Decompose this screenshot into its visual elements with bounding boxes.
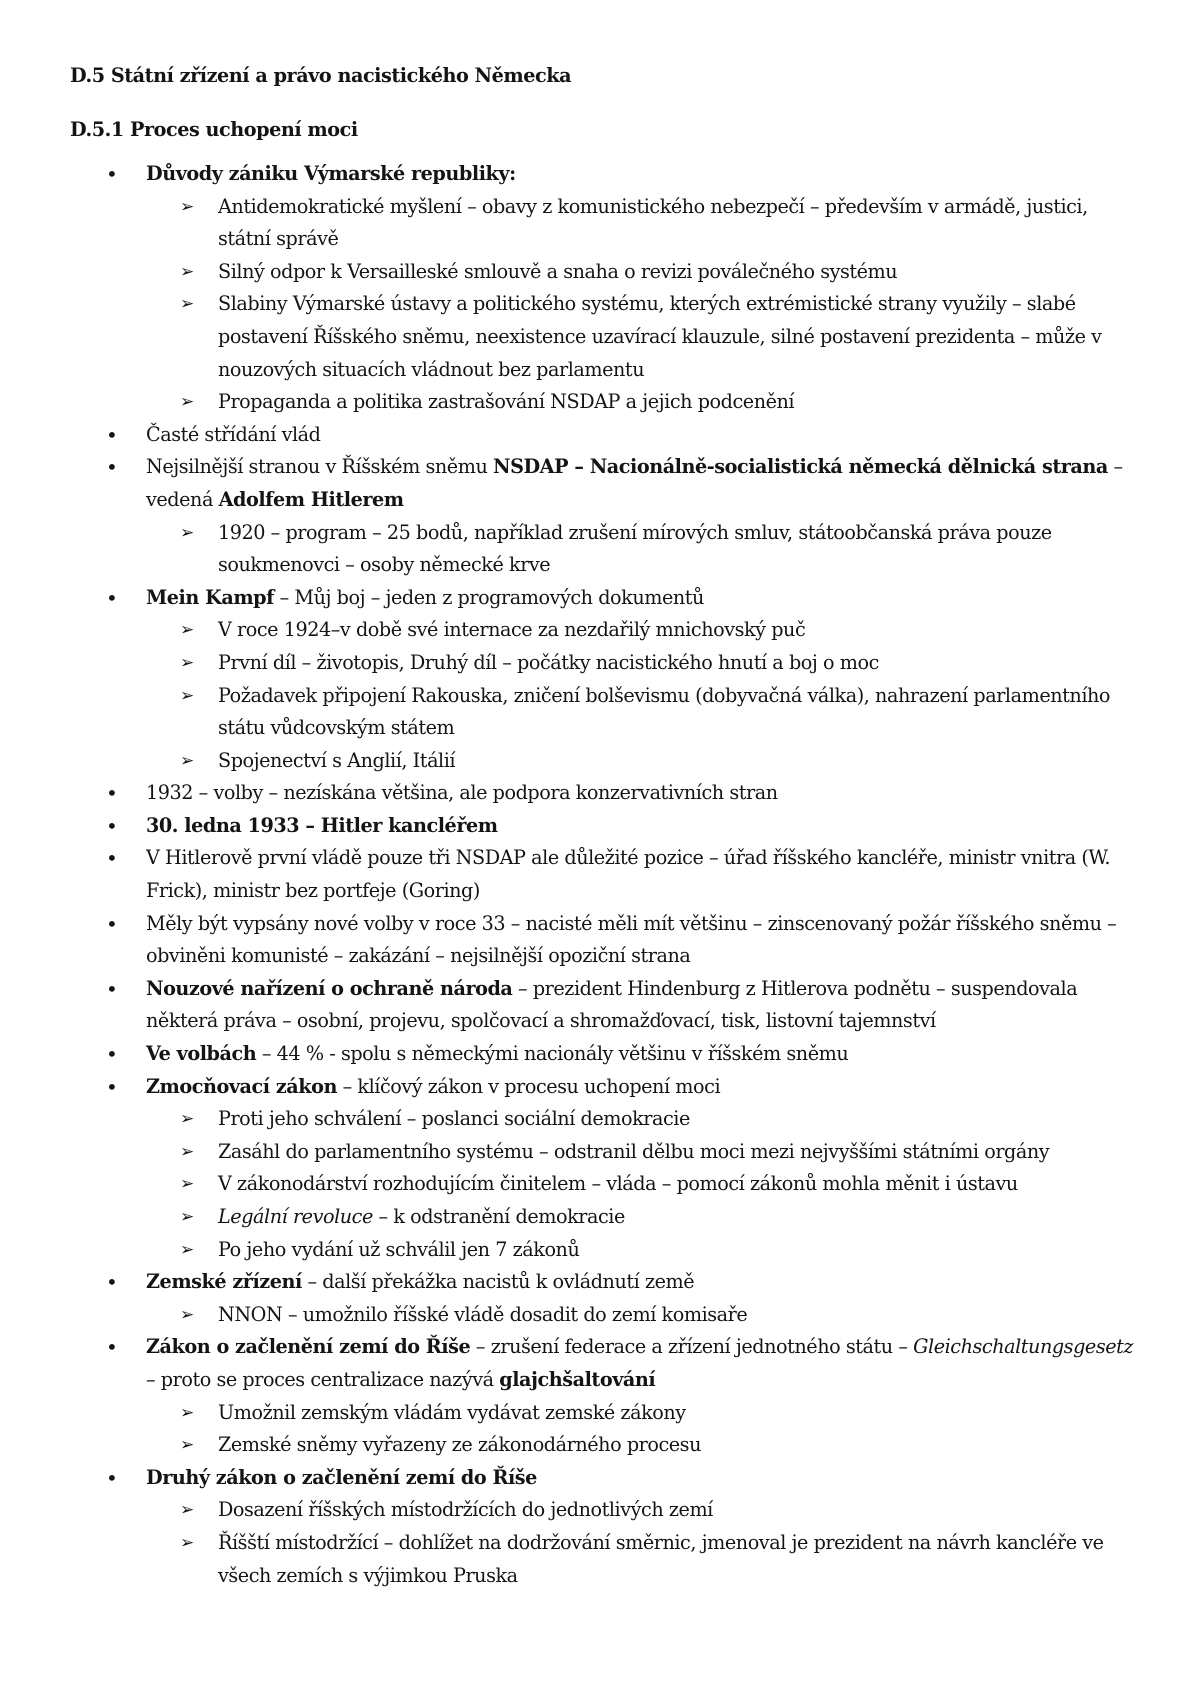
list-item-bold: Ve volbách [146,1042,257,1066]
list-item-text: – proto se proces centralizace nazývá [146,1367,500,1391]
sub-list-item: ➢ Říšští místodržící – dohlížet na dodržování směrnic, jmenoval je prezident na návrh kancléře ve všech zemích s výjimkou Pruska [70,1527,1140,1592]
list-item [70,1038,1140,1071]
sub-list [146,614,1140,777]
sub-list-item: ➢ Po jeho vydání už schválil jen 7 zákonů [70,1234,1140,1267]
list-item: • 1932 – volby – nezískána většina, ale podpora konzervativních stran [70,777,1140,810]
sub-list [146,517,1140,582]
list-item-bold: Druhý zákon o začlenění zemí do Říše [146,1465,537,1489]
sub-list-item: ➢ Požadavek připojení Rakouska, zničení bolševismu (dobyvačná válka), nahrazení parlamentního státu vůdcovským státem [70,680,1140,745]
list-item [70,810,1140,843]
sub-list-item: ➢ Silný odpor k Versailleské smlouvě a snaha o revizi poválečného systému [70,256,1140,289]
list-item-bold: NSDAP – Nacionálně-socialistická německá dělnická strana [493,455,1108,479]
sub-list-item [70,1201,1140,1234]
list-item-bold: Nouzové nařízení o ochraně národa [146,976,513,1000]
list-item [70,1071,1140,1267]
sub-list [146,1299,1140,1332]
list-item-bold: Mein Kampf [146,585,274,609]
list-item-text: – 44 % - spolu s německými nacionály většinu v říšském sněmu [256,1042,849,1066]
list-item-bold: Zmocňovací zákon [146,1074,337,1098]
list-item-text: Nejsilnější stranou v Říšském sněmu [146,455,493,479]
sub-list-item: ➢ Slabiny Výmarské ústavy a politického systému, kterých extrémistické strany využily – slabé postavení Říšského sněmu, neexistence uzavírací klauzule, silné postavení prezidenta – může v nouzových situacích vládnout bez parlamentu [70,288,1140,386]
list-item [70,973,1140,1038]
sub-list-item: ➢ V zákonodárství rozhodujícím činitelem – vláda – pomocí zákonů mohla měnit i ústavu [70,1168,1140,1201]
sub-list-item: ➢ Dosazení říšských místodržících do jednotlivých zemí [70,1494,1140,1527]
sub-list-item: ➢ Spojenectví s Anglií, Itálií [70,745,1140,778]
sub-list-item: ➢ V roce 1924–v době své internace za nezdařilý mnichovský puč [70,614,1140,647]
list-item [70,451,1140,581]
list-item: • V Hitlerově první vládě pouze tři NSDAP ale důležité pozice – úřad říšského kancléře, ministr vnitra (W. Frick), ministr bez portfeje (Goring) [70,842,1140,907]
list-item [70,1331,1140,1461]
list-item-bold: Zákon o začlenění zemí do Říše [146,1335,471,1359]
list-item-text: – vedená [146,455,1123,511]
list-item-text: – prezident Hindenburg z Hitlerova podnětu – suspendovala některá práva – osobní, projevu, spolčovací a shromažďovací, tisk, listovní tajemnství [146,976,1078,1033]
sub-list-item: ➢ Proti jeho schválení – poslanci sociální demokracie [70,1103,1140,1136]
section-title: D.5.1 Proces uchopení moci [70,118,358,141]
page-title: D.5 Státní zřízení a právo nacistického Německa [70,64,572,87]
sub-list-item: ➢ První díl – životopis, Druhý díl – počátky nacistického hnutí a boj o moc [70,647,1140,680]
sub-list-item: ➢ Propaganda a politika zastrašování NSDAP a jejich podcenění [70,386,1140,419]
list-item-text: – další překážka nacistů k ovládnutí země [301,1270,695,1294]
list-item-bold: Zemské zřízení [146,1270,302,1294]
list-item [70,582,1140,778]
list-item: • Měly být vypsány nové volby v roce 33 – nacisté měli mít většinu – zinscenovaný požár říšského sněmu – obviněni komunisté – zakázání – nejsilnější opoziční strana [70,908,1140,973]
list-item-text: – k odstranění demokracie [372,1205,625,1228]
list-item [70,158,1140,419]
list-item-bold: Adolfem Hitlerem [218,487,404,511]
list-item-bold: 30. ledna 1933 – Hitler kancléřem [146,813,498,837]
sub-list-item: ➢ Zasáhl do parlamentního systému – odstranil dělbu moci mezi nejvyššími státními orgány [70,1136,1140,1169]
sub-list-item: ➢ Antidemokratické myšlení – obavy z komunistického nebezpečí – především v armádě, justici, státní správě [70,191,1140,256]
sub-list [146,191,1140,419]
list-item-bold: glajchšaltování [499,1367,656,1391]
sub-list [146,1103,1140,1266]
list-item [70,1266,1140,1331]
list-item: • Časté střídání vlád [70,419,1140,452]
sub-list-item: ➢ Zemské sněmy vyřazeny ze zákonodárného procesu [70,1429,1140,1462]
list-item-text: – Můj boj – jeden z programových dokumentů [273,585,704,609]
sub-list [146,1397,1140,1462]
list-item-text: – klíčový zákon v procesu uchopení moci [336,1074,721,1098]
main-list [70,158,1140,1592]
list-item [70,1462,1140,1592]
list-item-italic: Legální revoluce [218,1205,373,1228]
list-item-bold: Důvody zániku Výmarské republiky: [146,162,516,185]
sub-list [146,1494,1140,1592]
list-item-italic: Gleichschaltungsgesetz [913,1335,1134,1359]
sub-list-item: ➢ NNON – umožnilo říšské vládě dosadit do zemí komisaře [70,1299,1140,1332]
sub-list-item: ➢ Umožnil zemským vládám vydávat zemské zákony [70,1397,1140,1430]
list-item-text: – zrušení federace a zřízení jednotného státu – [470,1335,914,1359]
document-page [70,60,1140,1592]
sub-list-item: ➢ 1920 – program – 25 bodů, například zrušení mírových smluv, státoobčanská práva pouze soukmenovci – osoby německé krve [70,517,1140,582]
